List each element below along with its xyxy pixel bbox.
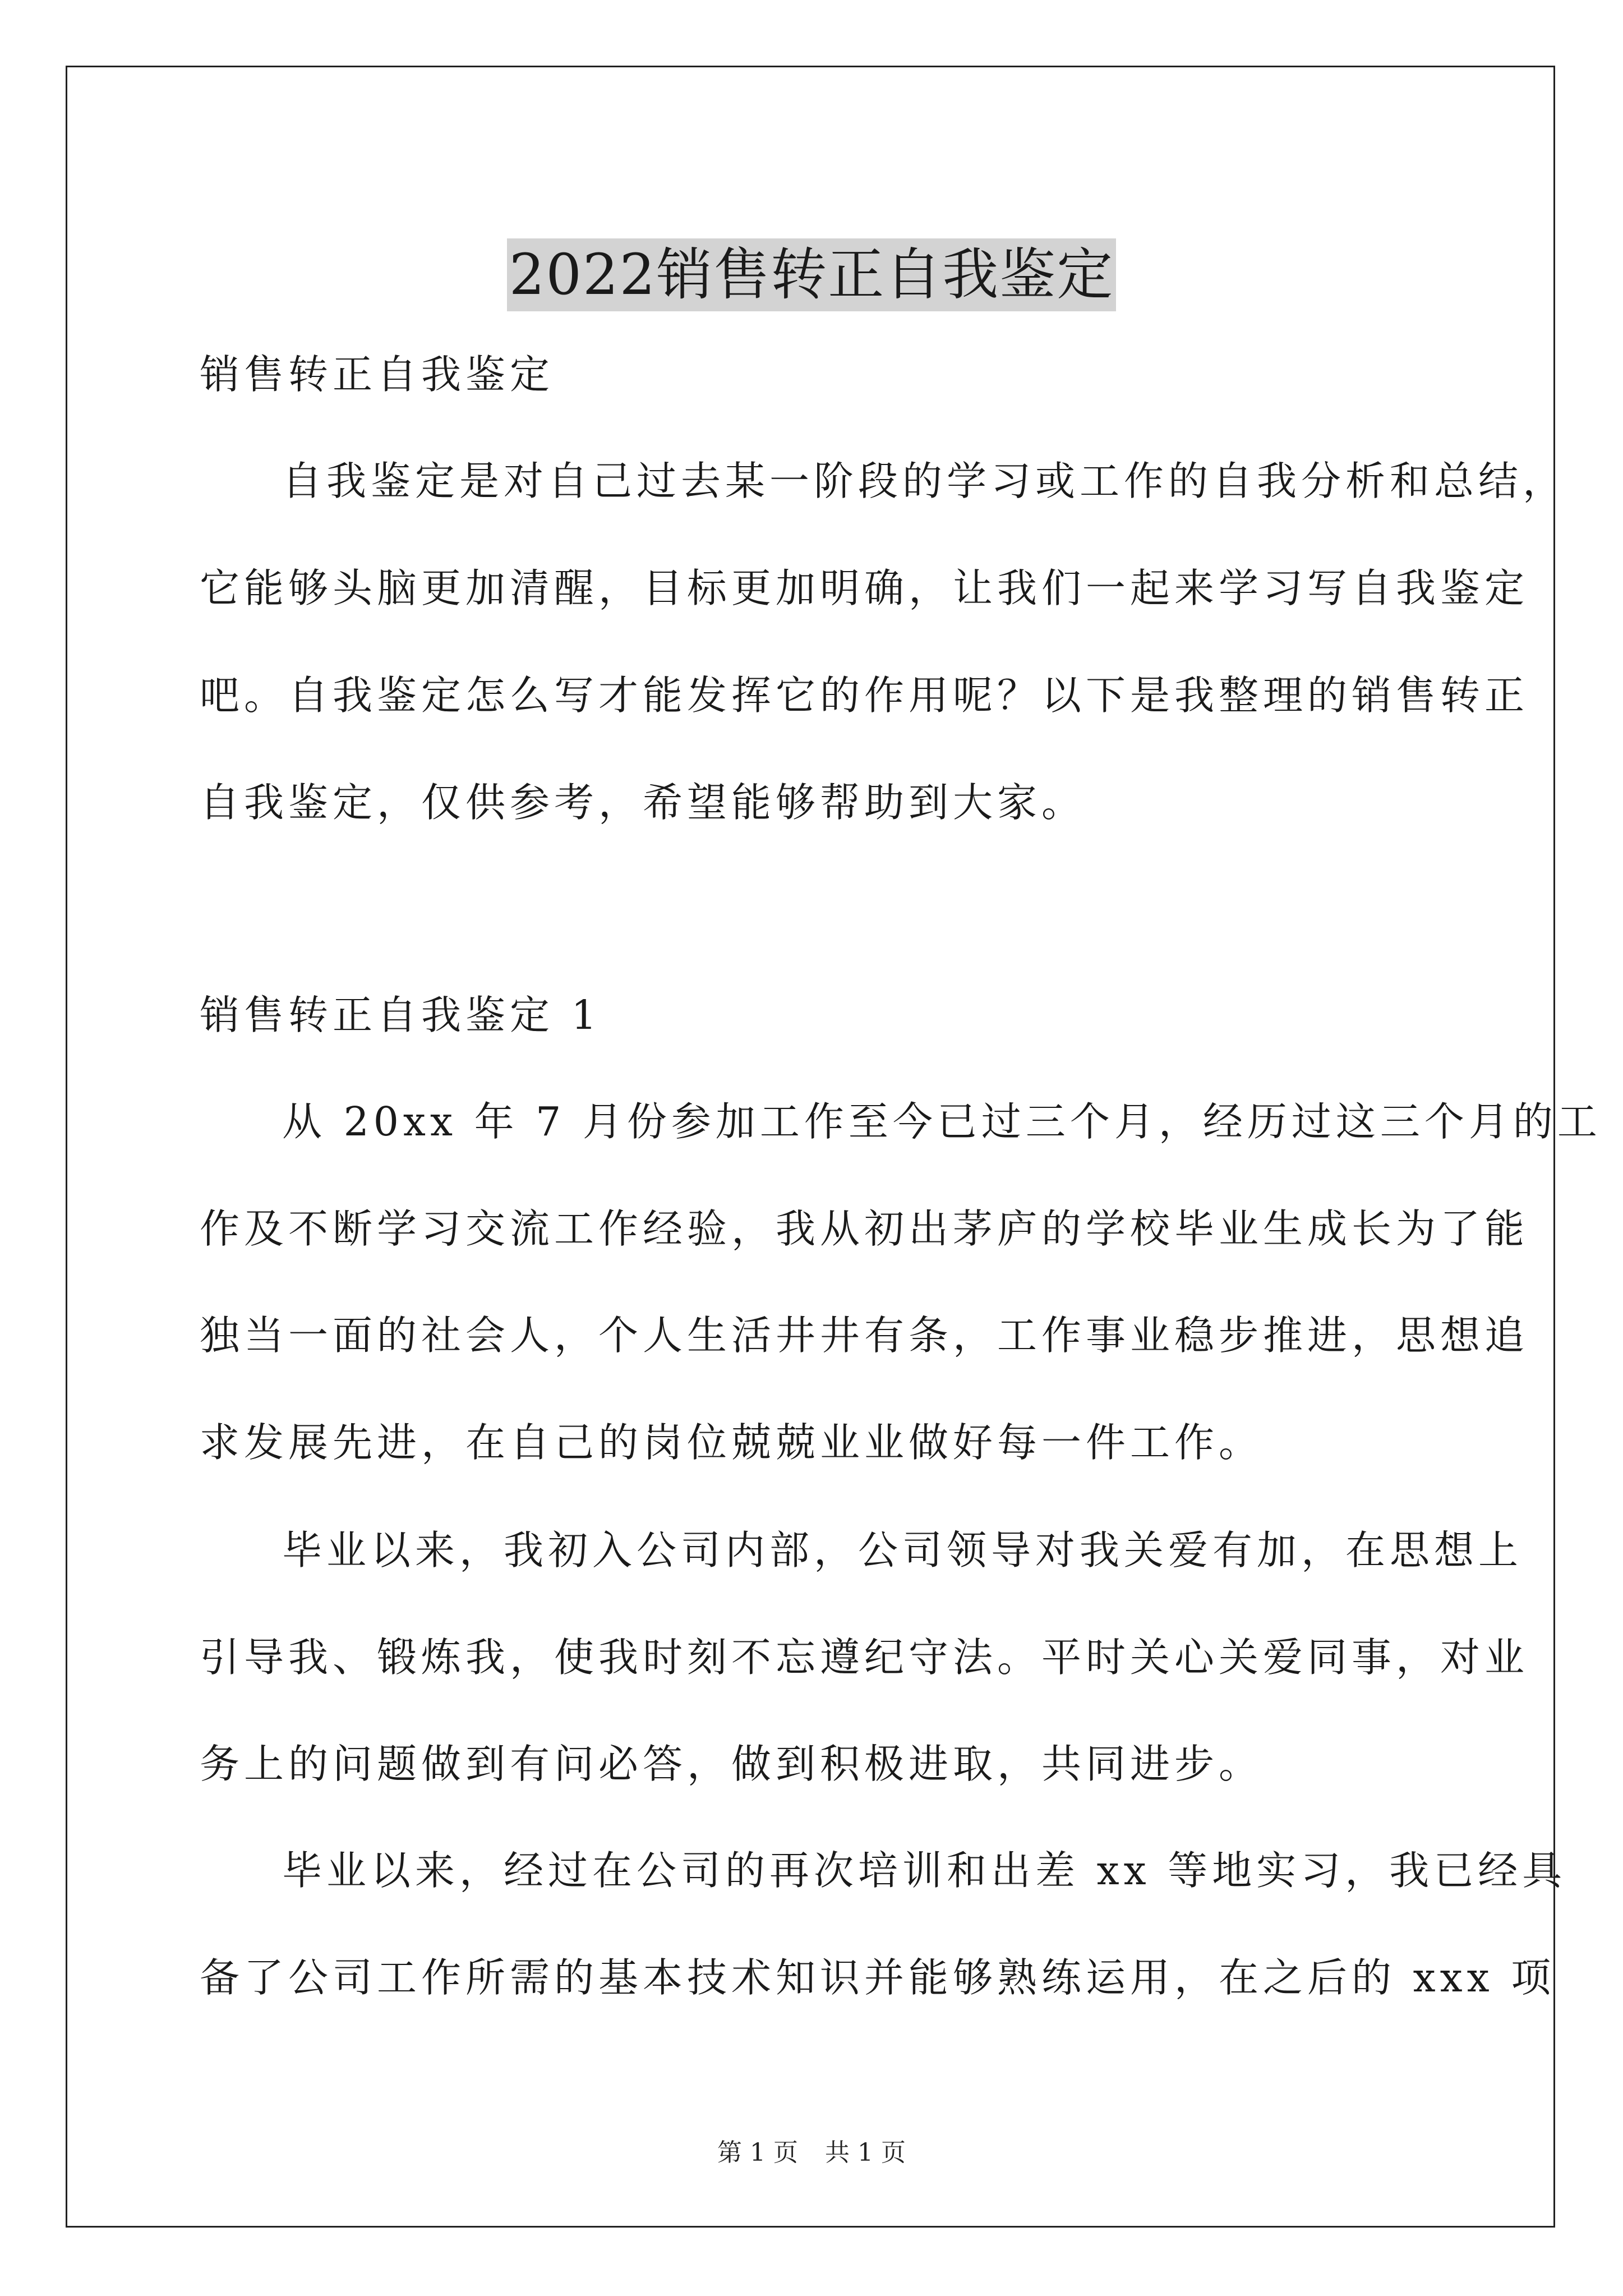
page-total: 共 1 页: [825, 2138, 906, 2167]
paragraph-line: 作及不断学习交流工作经验，我从初出茅庐的学校毕业生成长为了能: [200, 1205, 1529, 1252]
paragraph-line: 求发展先进，在自己的岗位兢兢业业做好每一件工作。: [200, 1419, 1264, 1466]
paragraph-line: 独当一面的社会人，个人生活井井有条，工作事业稳步推进，思想追: [200, 1312, 1529, 1359]
document-title: 2022销售转正自我鉴定: [507, 238, 1117, 311]
title-container: [0, 201, 1623, 349]
paragraph-line: 引导我、锻炼我，使我时刻不忘遵纪守法。平时关心关爱同事，对业: [200, 1634, 1529, 1681]
paragraph-line: 务上的问题做到有问必答，做到积极进取，共同进步。: [200, 1741, 1264, 1787]
paragraph-line: 吧。自我鉴定怎么写才能发挥它的作用呢？以下是我整理的销售转正: [200, 672, 1529, 719]
paragraph-line: 毕业以来，经过在公司的再次培训和出差 xx 等地实习，我已经具: [282, 1847, 1567, 1894]
paragraph-line: 它能够头脑更加清醒，目标更加明确，让我们一起来学习写自我鉴定: [200, 565, 1529, 611]
paragraph-line: 毕业以来，我初入公司内部，公司领导对我关爱有加，在思想上: [282, 1527, 1523, 1573]
page-number: 第 1 页: [717, 2138, 798, 2167]
paragraph-line: 从 20xx 年 7 月份参加工作至今已过三个月，经历过这三个月的工: [282, 1098, 1602, 1145]
paragraph-line: 自我鉴定，仅供参考，希望能够帮助到大家。: [200, 779, 1086, 826]
subheading-line: 销售转正自我鉴定: [200, 351, 555, 398]
paragraph-line: 备了公司工作所需的基本技术知识并能够熟练运用，在之后的 xxx 项: [200, 1954, 1556, 2001]
section-heading: 销售转正自我鉴定 1: [200, 992, 601, 1038]
page-footer: [0, 2136, 1623, 2170]
paragraph-line: 自我鉴定是对自己过去某一阶段的学习或工作的自我分析和总结，: [282, 458, 1567, 504]
